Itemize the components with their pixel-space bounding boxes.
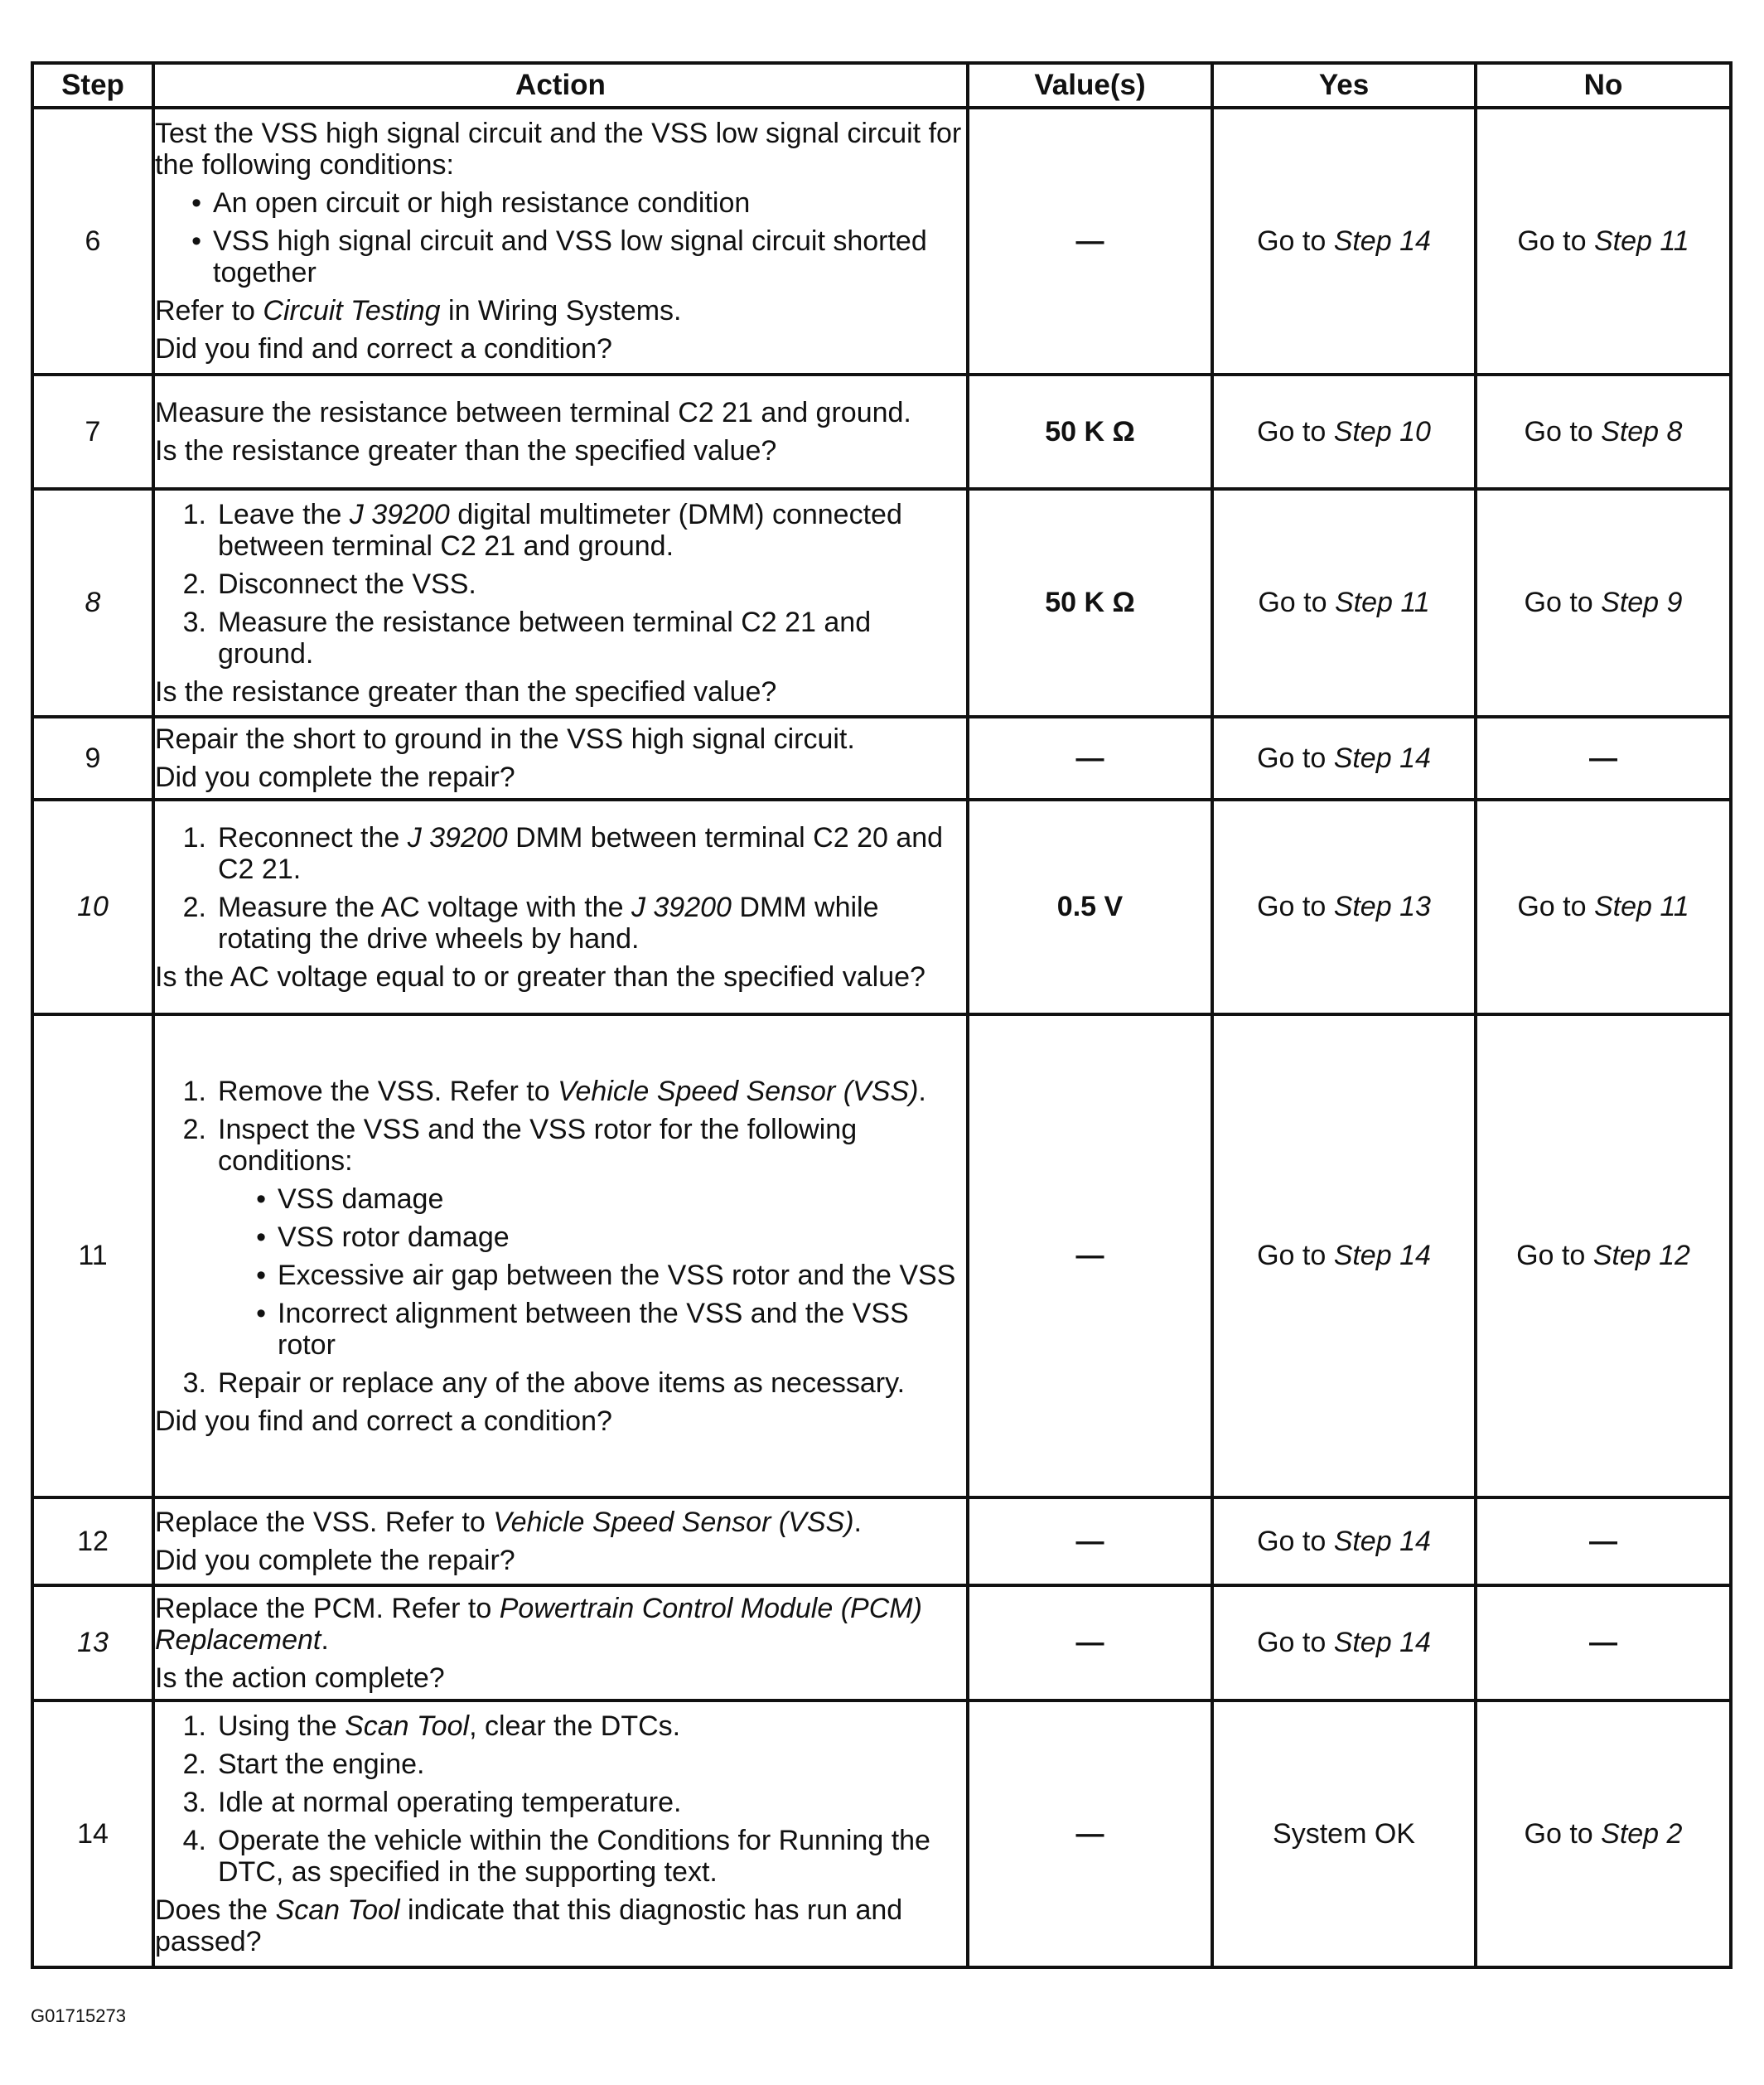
no-cell (1476, 1700, 1731, 1967)
numbered-item (155, 568, 966, 600)
diagnostic-document (31, 61, 1729, 1969)
item-number: 2. (182, 1749, 206, 1780)
bullet-item (155, 1260, 966, 1291)
item-text: Operate the vehicle within the Conditions for Running the DTC, as specified in the supporting text. (218, 1825, 930, 1888)
goto-label: Go to (1516, 1240, 1593, 1271)
value-cell: — (968, 1497, 1212, 1585)
goto-label: Go to (1524, 415, 1602, 447)
text-run: in Wiring Systems. (440, 295, 682, 327)
action-cell (153, 108, 968, 375)
text-run: DMM while rotating the drive wheels by hand. (218, 891, 879, 955)
header-values: Value(s) (968, 63, 1212, 108)
dash: — (1589, 742, 1617, 774)
text-run: Reconnect the (218, 821, 408, 854)
numbered-item (155, 1710, 966, 1742)
goto-step: Step 14 (1333, 225, 1431, 257)
action-text: Is the action complete? (155, 1662, 445, 1694)
action-text: Did you complete the repair? (155, 762, 515, 793)
step-number: 7 (32, 375, 153, 489)
action-text (155, 295, 966, 327)
text-run: digital multimeter (DMM) connected between terminal C2 21 and ground. (218, 498, 902, 562)
action-cell (153, 1014, 968, 1497)
text-run: Measure the AC voltage with the (218, 891, 631, 923)
goto-step: Step 12 (1592, 1240, 1690, 1271)
numbered-item (155, 1076, 966, 1107)
item-text: VSS damage (278, 1183, 444, 1215)
goto-label: Go to (1257, 1627, 1334, 1658)
action-cell (153, 1497, 968, 1585)
text-run: Remove the VSS. Refer to (218, 1075, 558, 1107)
goto-step-link (1525, 1818, 1683, 1850)
bullet-item (155, 1221, 966, 1253)
goto-step: Step 11 (1593, 891, 1689, 922)
goto-step-link (1257, 416, 1431, 447)
goto-label: Go to (1257, 891, 1334, 922)
goto-label: Go to (1517, 891, 1594, 922)
goto-step-link (1257, 1526, 1431, 1557)
item-text: Repair or replace any of the above items as necessary. (218, 1367, 906, 1399)
text-run: Replace the VSS. Refer to (155, 1507, 494, 1538)
yes-cell (1212, 1497, 1476, 1585)
numbered-item (155, 1787, 966, 1818)
header-no: No (1476, 63, 1731, 108)
no-cell (1476, 489, 1731, 717)
goto-step-link (1257, 1627, 1431, 1658)
reference-text: Vehicle Speed Sensor (VSS) (558, 1075, 919, 1107)
numbered-item (155, 607, 966, 670)
text-run: Leave the (218, 498, 350, 530)
bullet-item (155, 225, 966, 288)
numbered-item (155, 892, 966, 955)
step-number: 10 (32, 800, 153, 1014)
goto-step-link (1517, 225, 1689, 257)
item-text: An open circuit or high resistance condition (213, 187, 751, 219)
table-row (32, 1014, 1731, 1497)
goto-step-link (1258, 587, 1429, 618)
item-text (218, 1076, 966, 1107)
yes-cell (1212, 1585, 1476, 1700)
value-cell: — (968, 1014, 1212, 1497)
item-number: 2. (182, 1113, 206, 1145)
goto-step: Step 14 (1333, 1627, 1431, 1658)
goto-label: Go to (1257, 225, 1334, 257)
item-number: 4. (182, 1825, 206, 1856)
goto-step: Step 8 (1601, 415, 1683, 447)
bullet-icon: • (256, 1221, 266, 1253)
value-cell: — (968, 1700, 1212, 1967)
action-cell (153, 489, 968, 717)
goto-label: Go to (1258, 587, 1335, 618)
goto-step: Step 10 (1333, 415, 1431, 447)
goto-label: Go to (1524, 587, 1602, 618)
item-text (218, 499, 966, 562)
goto-label: Go to (1257, 1240, 1334, 1271)
action-text (155, 1593, 966, 1656)
item-text: Disconnect the VSS. (218, 568, 476, 600)
reference-text: Powertrain Control Module (PCM) Replacement (155, 1592, 922, 1656)
goto-step: Step 11 (1334, 587, 1430, 618)
text-run: indicate that this diagnostic has run and passed? (155, 1894, 903, 1957)
step-number: 13 (32, 1585, 153, 1700)
text-run: Using the (218, 1710, 346, 1742)
text-run: Does the (155, 1894, 276, 1926)
bullet-icon: • (191, 225, 201, 257)
action-cell (153, 1700, 968, 1967)
text-run: Replace the PCM. Refer to (155, 1592, 500, 1624)
action-text: Did you find and correct a condition? (155, 1405, 612, 1437)
text-run: . (853, 1507, 862, 1538)
goto-label: Go to (1524, 1817, 1602, 1850)
no-cell (1476, 1497, 1731, 1585)
reference-text: Scan Tool (345, 1710, 470, 1742)
action-text: Test the VSS high signal circuit and the VSS low signal circuit for the following conditions: (155, 118, 962, 181)
action-text: Repair the short to ground in the VSS high signal circuit. (155, 723, 855, 755)
result-text: System OK (1273, 1817, 1415, 1850)
table-header-row (32, 63, 1731, 108)
no-cell (1476, 717, 1731, 800)
bullet-icon: • (256, 1297, 266, 1329)
table-row (32, 1700, 1731, 1967)
value-cell: — (968, 717, 1212, 800)
value-cell: 50 K Ω (968, 489, 1212, 717)
yes-cell (1212, 108, 1476, 375)
value-cell: 0.5 V (968, 800, 1212, 1014)
goto-step-link (1517, 891, 1689, 922)
item-number: 3. (182, 1787, 206, 1818)
goto-step: Step 9 (1601, 587, 1683, 618)
step-number: 8 (32, 489, 153, 717)
goto-step: Step 13 (1333, 891, 1431, 922)
table-row (32, 489, 1731, 717)
goto-label: Go to (1257, 742, 1334, 774)
item-number: 2. (182, 891, 206, 923)
goto-step: Step 2 (1601, 1817, 1683, 1850)
item-number: 1. (182, 821, 206, 854)
numbered-item (155, 499, 966, 562)
figure-id: G01715273 (31, 2005, 126, 2026)
action-cell (153, 375, 968, 489)
action-text: Is the AC voltage equal to or greater than the specified value? (155, 960, 925, 993)
numbered-item (155, 1825, 966, 1888)
action-text: Is the resistance greater than the specified value? (155, 435, 777, 467)
table-row (32, 1497, 1731, 1585)
numbered-item (155, 1114, 966, 1177)
yes-cell (1212, 717, 1476, 800)
item-number: 1. (182, 498, 206, 530)
table-row (32, 717, 1731, 800)
value-cell: — (968, 108, 1212, 375)
header-step: Step (32, 63, 153, 108)
goto-step-link (1257, 225, 1431, 257)
goto-step-link (1257, 891, 1431, 922)
item-text (218, 892, 966, 955)
text-run: . (918, 1075, 926, 1107)
no-cell (1476, 375, 1731, 489)
yes-cell (1212, 800, 1476, 1014)
table-row (32, 108, 1731, 375)
numbered-item (155, 1749, 966, 1780)
action-text (155, 1507, 966, 1538)
dash: — (1589, 1525, 1617, 1557)
header-action: Action (153, 63, 968, 108)
action-cell (153, 717, 968, 800)
action-cell (153, 800, 968, 1014)
bullet-icon: • (191, 187, 201, 219)
step-number: 9 (32, 717, 153, 800)
goto-step-link (1516, 1240, 1690, 1271)
item-text (218, 822, 966, 885)
reference-text: J 39200 (349, 498, 450, 530)
bullet-item (155, 1298, 966, 1361)
item-text: Incorrect alignment between the VSS and the VSS rotor (278, 1297, 909, 1361)
table-row (32, 1585, 1731, 1700)
table-body (32, 108, 1731, 1967)
item-number: 1. (182, 1710, 206, 1742)
goto-step-link (1257, 1240, 1431, 1271)
bullet-item (155, 187, 966, 219)
step-number: 6 (32, 108, 153, 375)
value-cell: 50 K Ω (968, 375, 1212, 489)
table-row (32, 375, 1731, 489)
reference-text: J 39200 (631, 891, 732, 923)
step-number: 12 (32, 1497, 153, 1585)
item-text: Inspect the VSS and the VSS rotor for the following conditions: (218, 1113, 858, 1177)
header-yes: Yes (1212, 63, 1476, 108)
no-cell (1476, 1585, 1731, 1700)
action-text: Did you find and correct a condition? (155, 333, 612, 365)
action-text (155, 1894, 966, 1957)
reference-text: Scan Tool (275, 1894, 400, 1926)
reference-text: Circuit Testing (263, 295, 441, 327)
yes-cell (1212, 489, 1476, 717)
item-number: 3. (182, 606, 206, 638)
table-row (32, 800, 1731, 1014)
no-cell (1476, 1014, 1731, 1497)
item-number: 3. (182, 1367, 206, 1399)
item-number: 1. (182, 1075, 206, 1107)
no-cell (1476, 108, 1731, 375)
no-cell (1476, 800, 1731, 1014)
reference-text: Vehicle Speed Sensor (VSS) (493, 1507, 854, 1538)
goto-label: Go to (1257, 415, 1334, 447)
goto-step: Step 11 (1593, 225, 1689, 257)
item-text: Start the engine. (218, 1749, 425, 1780)
numbered-item (155, 822, 966, 885)
text-run: DMM between terminal C2 20 and C2 21. (218, 821, 944, 885)
item-text: Measure the resistance between terminal C2 21 and ground. (218, 606, 872, 670)
goto-step: Step 14 (1333, 1240, 1431, 1271)
item-text: VSS high signal circuit and VSS low signal circuit shorted together (213, 225, 927, 288)
item-text: VSS rotor damage (278, 1221, 510, 1253)
bullet-icon: • (256, 1183, 266, 1215)
bullet-icon: • (256, 1259, 266, 1291)
action-text: Is the resistance greater than the specified value? (155, 675, 777, 708)
step-number: 14 (32, 1700, 153, 1967)
goto-step-link (1525, 587, 1683, 618)
yes-cell (1212, 1700, 1476, 1967)
diagnostic-table (31, 61, 1733, 1969)
step-number: 11 (32, 1014, 153, 1497)
text-run: . (321, 1623, 329, 1656)
item-text (218, 1710, 966, 1742)
bullet-item (155, 1183, 966, 1215)
numbered-item (155, 1367, 966, 1399)
reference-text: J 39200 (407, 821, 508, 854)
dash: — (1589, 1627, 1617, 1658)
item-number: 2. (182, 568, 206, 600)
action-text: Measure the resistance between terminal C2 21 and ground. (155, 397, 911, 428)
goto-label: Go to (1517, 225, 1594, 257)
item-text: Idle at normal operating temperature. (218, 1787, 682, 1818)
goto-label: Go to (1257, 1525, 1334, 1557)
action-cell (153, 1585, 968, 1700)
text-run: , clear the DTCs. (469, 1710, 681, 1742)
goto-step-link (1257, 743, 1431, 774)
goto-step: Step 14 (1333, 1525, 1431, 1557)
text-run: Refer to (155, 295, 263, 327)
action-text: Did you complete the repair? (155, 1545, 515, 1576)
goto-step: Step 14 (1333, 742, 1431, 774)
yes-cell (1212, 1014, 1476, 1497)
item-text: Excessive air gap between the VSS rotor and the VSS (278, 1259, 956, 1291)
value-cell: — (968, 1585, 1212, 1700)
yes-cell (1212, 375, 1476, 489)
goto-step-link (1525, 416, 1683, 447)
